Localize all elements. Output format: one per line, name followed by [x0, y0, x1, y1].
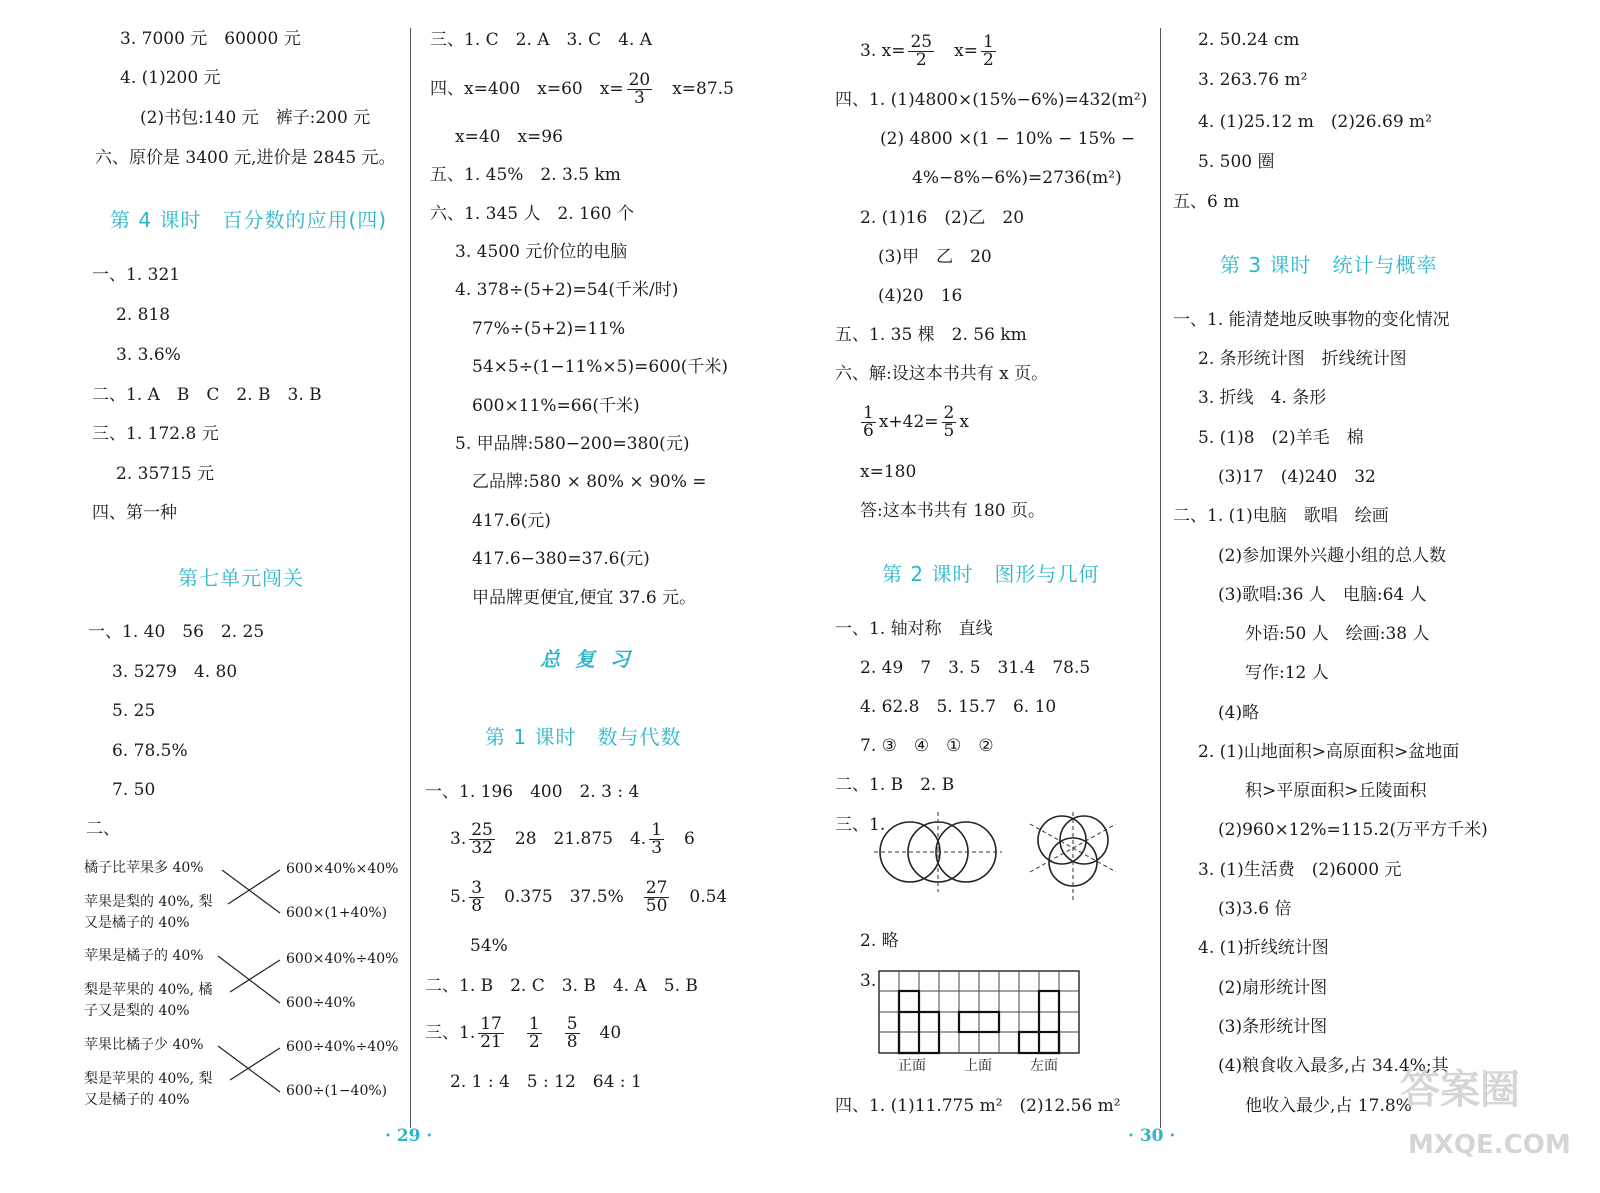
section-heading: 第 2 课时 图形与几何	[882, 562, 1100, 586]
view-label: 上面	[964, 1058, 992, 1074]
answer-line: 3. $\frac{25}{32}$ 28 21.875 4. $\frac{1}{3}$ 6	[450, 820, 695, 858]
page-number: · 30 ·	[1128, 1126, 1176, 1146]
answer-line: x=180	[860, 462, 917, 482]
answer-line: 3. 3.6%	[116, 345, 181, 365]
answer-line: 4%−8%−6%)=2736(m²)	[912, 168, 1122, 188]
answer-line: 一、1. 轴对称 直线	[835, 619, 993, 639]
answer-line: 5. (1)8 (2)羊毛 棉	[1198, 428, 1364, 448]
section-heading: 第 1 课时 数与代数	[485, 725, 682, 749]
answer-line: 五、1. 35 棵 2. 56 km	[835, 325, 1027, 345]
section-heading: 第 4 课时 百分数的应用(四)	[110, 208, 388, 232]
fraction: $\frac{1}{2}$	[528, 1014, 540, 1052]
page-number: · 29 ·	[385, 1126, 433, 1146]
fraction: $\frac{25}{2}$	[910, 32, 933, 70]
answer-line: 3. 263.76 m²	[1198, 70, 1308, 90]
fraction: $\frac{1}{2}$	[982, 32, 994, 70]
fraction: $\frac{5}{8}$	[566, 1014, 578, 1052]
answer-line: 2. 818	[116, 305, 171, 325]
match-target: 600×(1+40%)	[286, 905, 388, 921]
answer-line: 2. 条形统计图 折线统计图	[1198, 349, 1407, 369]
answer-line: 他收入最少,占 17.8%	[1245, 1096, 1412, 1116]
matching-lines	[0, 0, 410, 1193]
answer-line: 417.6(元)	[472, 511, 551, 531]
answer-line: (4)粮食收入最多,占 34.4%;其	[1218, 1056, 1449, 1076]
answer-line: 2. 35715 元	[116, 464, 215, 484]
fraction: $\frac{3}{8}$	[471, 878, 483, 916]
match-item: 苹果是梨的 40%, 梨	[84, 894, 213, 910]
answer-line: (3)甲 乙 20	[878, 247, 992, 267]
answer-line: 5. $\frac{3}{8}$ 0.375 37.5% $\frac{27}{50}$ 0.54	[450, 878, 728, 916]
match-item: 子又是梨的 40%	[84, 1003, 190, 1019]
answer-line: 7. 50	[112, 780, 156, 800]
answer-line: 一、1. 321	[92, 265, 181, 285]
section-heading: 第 3 课时 统计与概率	[1220, 253, 1438, 277]
answer-line: 一、1. 40 56 2. 25	[88, 622, 265, 642]
fraction: $\frac{2}{5}$	[943, 403, 955, 441]
answer-line: (3)3.6 倍	[1218, 899, 1292, 919]
column-divider-1	[410, 28, 411, 1128]
answer-line: 3. 5279 4. 80	[112, 662, 238, 682]
answer-line: 5. 甲品牌:580−200=380(元)	[455, 434, 690, 454]
answer-line: 外语:50 人 绘画:38 人	[1245, 624, 1430, 644]
answer-line: 三、1.	[835, 815, 886, 835]
answer-line: 六、解:设这本书共有 x 页。	[835, 364, 1049, 384]
view-label: 左面	[1030, 1058, 1058, 1074]
answer-line: 4. 378÷(5+2)=54(千米/时)	[455, 280, 679, 300]
match-target: 600÷(1−40%)	[286, 1083, 388, 1099]
answer-line: 4. (1)200 元	[120, 68, 221, 88]
answer-line: (3)条形统计图	[1218, 1017, 1328, 1037]
answer-line: (4)20 16	[878, 286, 963, 306]
answer-line: 2. 1 : 4 5 : 12 64 : 1	[450, 1072, 642, 1092]
answer-line: 2. 略	[860, 931, 899, 951]
match-item: 梨是苹果的 40%, 橘	[84, 982, 213, 998]
column-divider-2	[1160, 28, 1161, 1128]
answer-line: 6. 78.5%	[112, 741, 188, 761]
answer-line: 7. ③ ④ ① ②	[860, 736, 994, 756]
answer-line: 二、1. B 2. C 3. B 4. A 5. B	[425, 976, 698, 996]
answer-line: (2)参加课外兴趣小组的总人数	[1218, 546, 1447, 566]
answer-line: 四、第一种	[92, 503, 177, 523]
match-item: 梨是苹果的 40%, 梨	[84, 1071, 213, 1087]
answer-line: 乙品牌:580 × 80% × 90% =	[472, 472, 707, 492]
answer-line: 3. (1)生活费 (2)6000 元	[1198, 860, 1402, 880]
answer-line: 3. 7000 元 60000 元	[120, 29, 301, 49]
answer-line: 一、1. 196 400 2. 3 : 4	[425, 782, 640, 802]
watermark-url: MXQE.COM	[1408, 1130, 1571, 1160]
answer-line: 600×11%=66(千米)	[472, 396, 640, 416]
answer-line: $\frac{1}{6}$ x+42= $\frac{2}{5}$ x	[863, 403, 969, 441]
answer-line: 四、x=400 x=60 x= $\frac{20}{3}$ x=87.5	[430, 70, 734, 108]
answer-line: 54%	[470, 936, 508, 956]
match-target: 600÷40%÷40%	[286, 1039, 399, 1055]
answer-line: 2. 49 7 3. 5 31.4 78.5	[860, 658, 1091, 678]
answer-line: 三、1. C 2. A 3. C 4. A	[430, 30, 653, 50]
answer-line: 积>平原面积>丘陵面积	[1245, 781, 1427, 801]
answer-line: 2. (1)16 (2)乙 20	[860, 208, 1025, 228]
answer-line: 3. x= $\frac{25}{2}$ x= $\frac{1}{2}$	[860, 32, 994, 70]
answer-line: 五、6 m	[1173, 192, 1240, 212]
answer-line: 甲品牌更便宜,便宜 37.6 元。	[472, 588, 697, 608]
match-item: 苹果比橘子少 40%	[84, 1037, 204, 1053]
match-item: 又是橘子的 40%	[84, 1092, 190, 1108]
match-target: 600×40%÷40%	[286, 951, 399, 967]
answer-line: 三、1. $\frac{17}{21}$ $\frac{1}{2}$ $\frac{5}{8}$ 40	[425, 1014, 622, 1052]
symmetry-circles-figure	[870, 810, 1130, 910]
fraction: $\frac{1}{6}$	[863, 403, 874, 441]
answer-line: (3)歌唱:36 人 电脑:64 人	[1218, 585, 1427, 605]
match-item: 苹果是橘子的 40%	[84, 948, 204, 964]
answer-line: (3)17 (4)240 32	[1218, 467, 1376, 487]
watermark-logo: 答案圈	[1400, 1067, 1520, 1113]
section-heading: 总 复 习	[540, 647, 634, 671]
match-target: 600÷40%	[286, 995, 356, 1011]
view-label: 正面	[898, 1058, 926, 1074]
answer-line: 三、1. 172.8 元	[92, 424, 219, 444]
answer-line: 答:这本书共有 180 页。	[860, 501, 1045, 521]
answer-line: 4. 62.8 5. 15.7 6. 10	[860, 697, 1057, 717]
answer-line: 77%÷(5+2)=11%	[472, 319, 626, 339]
answer-line: (2)扇形统计图	[1218, 978, 1328, 998]
fraction: $\frac{20}{3}$	[628, 70, 651, 108]
answer-line: 3.	[860, 971, 877, 991]
fraction: $\frac{27}{50}$	[645, 878, 668, 916]
answer-line: 一、1. 能清楚地反映事物的变化情况	[1173, 310, 1450, 330]
answer-line: 四、1. (1)4800×(15%−6%)=432(m²)	[835, 90, 1148, 110]
answer-line: 写作:12 人	[1245, 663, 1329, 683]
section-heading: 第七单元闯关	[178, 566, 304, 590]
fraction: $\frac{25}{32}$	[471, 820, 493, 858]
answer-line: 3. 4500 元价位的电脑	[455, 242, 628, 262]
answer-line: 54×5÷(1−11%×5)=600(千米)	[472, 357, 729, 377]
answer-line: 五、1. 45% 2. 3.5 km	[430, 165, 621, 185]
answer-line: 六、原价是 3400 元,进价是 2845 元。	[95, 148, 396, 168]
fraction: $\frac{17}{21}$	[480, 1014, 502, 1052]
match-target: 600×40%×40%	[286, 861, 399, 877]
match-item: 橘子比苹果多 40%	[84, 860, 204, 876]
answer-line: 3. 折线 4. 条形	[1198, 388, 1327, 408]
answer-line: 4. (1)折线统计图	[1198, 938, 1329, 958]
answer-line: 417.6−380=37.6(元)	[472, 549, 650, 569]
answer-line: (2)960×12%=115.2(万平方千米)	[1218, 820, 1488, 840]
answer-line: (2) 4800 ×(1 − 10% − 15% −	[880, 129, 1136, 149]
answer-line: 2. 50.24 cm	[1198, 30, 1300, 50]
answer-line: (2)书包:140 元 裤子:200 元	[140, 108, 371, 128]
answer-line: 5. 500 圈	[1198, 152, 1275, 172]
answer-line: 四、1. (1)11.775 m² (2)12.56 m²	[835, 1096, 1121, 1116]
answer-line: 4. (1)25.12 m (2)26.69 m²	[1198, 112, 1432, 132]
match-item: 又是橘子的 40%	[84, 915, 190, 931]
answer-line: 5. 25	[112, 701, 156, 721]
fraction: $\frac{1}{3}$	[651, 820, 663, 858]
answer-line: x=40 x=96	[455, 127, 563, 147]
answer-line: 六、1. 345 人 2. 160 个	[430, 204, 634, 224]
answer-line: 二、1. (1)电脑 歌唱 绘画	[1173, 506, 1389, 526]
answer-line: 2. (1)山地面积>高原面积>盆地面	[1198, 742, 1460, 762]
answer-line: 二、	[86, 819, 120, 839]
three-views-grid	[878, 970, 1084, 1056]
answer-line: 二、1. B 2. B	[835, 775, 955, 795]
answer-line: (4)略	[1218, 703, 1260, 723]
answer-line: 二、1. A B C 2. B 3. B	[92, 385, 322, 405]
